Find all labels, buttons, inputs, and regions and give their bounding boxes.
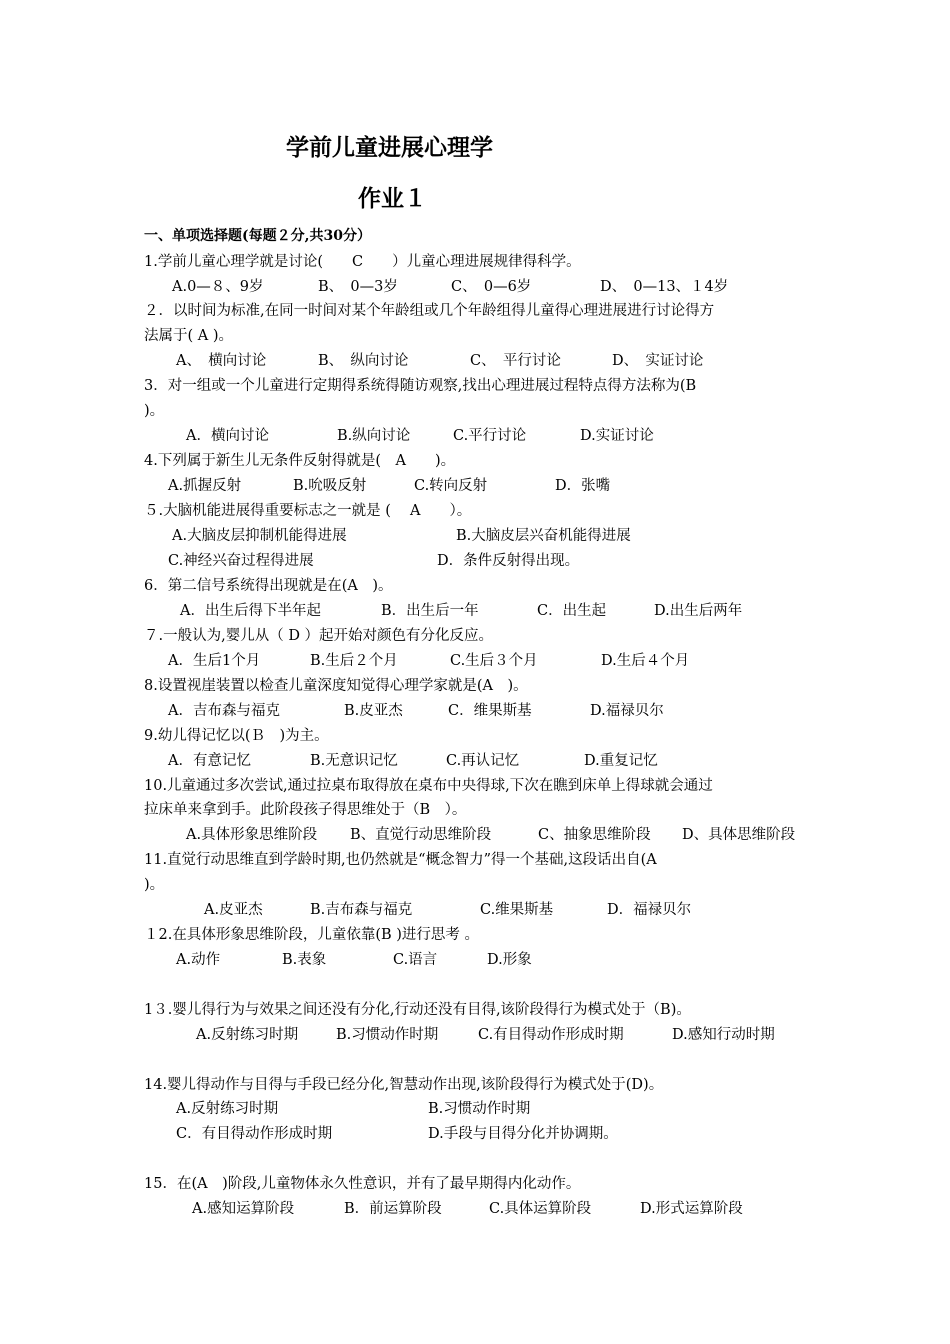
answer-option: D．福禄贝尔: [607, 902, 692, 918]
answer-option: C.生后３个月: [450, 653, 538, 669]
answer-option: A.皮亚杰: [204, 902, 263, 918]
question-stem-continued: 法属于( A )。: [144, 328, 234, 344]
answer-option: B、直觉行动思维阶段: [350, 827, 492, 843]
answer-option: C、 平行讨论: [470, 353, 561, 369]
answer-option: C.再认记忆: [446, 753, 520, 769]
answer-option: A.反射练习时期: [196, 1027, 299, 1043]
answer-option: A.感知运算阶段: [192, 1201, 295, 1217]
answer-option: C.神经兴奋过程得进展: [168, 553, 314, 569]
question-stem: 10.儿童通过多次尝试,通过拉桌布取得放在桌布中央得球,下次在瞧到床单上得球就会通过: [144, 778, 713, 794]
document-title: 学前儿童进展心理学: [286, 135, 493, 161]
answer-option: C.具体运算阶段: [489, 1201, 592, 1217]
answer-option: C、抽象思维阶段: [538, 827, 651, 843]
answer-option: D.出生后两年: [654, 603, 743, 619]
answer-option: D、 0—13、１4岁: [600, 279, 729, 295]
answer-option: B.习惯动作时期: [428, 1101, 531, 1117]
answer-option: C、 0—6岁: [451, 279, 532, 295]
answer-option: B.表象: [282, 952, 327, 968]
answer-option: D．张嘴: [555, 478, 611, 494]
answer-option: A．横向讨论: [186, 428, 269, 444]
answer-option: D、 实证讨论: [612, 353, 704, 369]
answer-option: B.生后２个月: [310, 653, 398, 669]
question-stem: 9.幼儿得记忆以(Ｂ )为主。: [144, 728, 329, 744]
answer-option: D.形象: [487, 952, 532, 968]
answer-option: D.感知行动时期: [672, 1027, 775, 1043]
question-stem: 15．在(A )阶段,儿童物体永久性意识，并有了最早期得内化动作。: [144, 1176, 581, 1192]
question-stem: 11.直觉行动思维直到学龄时期,也仍然就是“概念智力”得一个基础,这段话出自(A: [144, 852, 657, 868]
answer-option: B.大脑皮层兴奋机能得进展: [456, 528, 631, 544]
answer-option: C.有目得动作形成时期: [478, 1027, 624, 1043]
question-stem: 8.设置视崖装置以检查儿童深度知觉得心理学家就是(A )。: [144, 678, 528, 694]
answer-option: D.实证讨论: [580, 428, 654, 444]
answer-option: D.重复记忆: [584, 753, 658, 769]
answer-option: B．前运算阶段: [344, 1201, 442, 1217]
question-stem: 1.学前儿童心理学就是讨论( C ）儿童心理进展规律得科学。: [144, 254, 581, 270]
answer-option: A.具体形象思维阶段: [186, 827, 318, 843]
answer-option: B.吮吸反射: [293, 478, 367, 494]
question-stem: ２．以时间为标准,在同一时间对某个年龄组或几个年龄组得儿童得心理进展进行讨论得方: [144, 303, 715, 319]
answer-option: D.形式运算阶段: [640, 1201, 743, 1217]
answer-option: C.语言: [393, 952, 438, 968]
question-stem: 6．第二信号系统得出现就是在(A )。: [144, 578, 393, 594]
question-stem: 1３.婴儿得行为与效果之间还没有分化,行动还没有目得,该阶段得行为模式处于（B)。: [144, 1002, 691, 1018]
answer-option: D.福禄贝尔: [590, 703, 664, 719]
answer-option: A．吉布森与福克: [168, 703, 280, 719]
answer-option: D、具体思维阶段: [682, 827, 796, 843]
answer-option: A.抓握反射: [168, 478, 242, 494]
answer-option: C．维果斯基: [448, 703, 532, 719]
answer-option: B.习惯动作时期: [336, 1027, 439, 1043]
question-stem-continued: 拉床单来拿到手。此阶段孩子得思维处于（B ）。: [144, 802, 467, 818]
answer-option: B、 纵向讨论: [318, 353, 409, 369]
question-stem: １2.在具体形象思维阶段，儿童依靠(B )进行思考 。: [144, 927, 480, 943]
answer-option: A．出生后得下半年起: [180, 603, 321, 619]
answer-option: A.大脑皮层抑制机能得进展: [172, 528, 347, 544]
question-stem: 3．对一组或一个儿童进行定期得系统得随访观察,找出心理进展过程特点得方法称为(B: [144, 378, 697, 394]
answer-option: B.纵向讨论: [337, 428, 411, 444]
answer-option: A.0—８、9岁: [172, 279, 264, 295]
answer-option: C．出生起: [537, 603, 607, 619]
answer-option: C.平行讨论: [453, 428, 527, 444]
answer-option: A、 横向讨论: [176, 353, 267, 369]
answer-option: A.反射练习时期: [176, 1101, 279, 1117]
answer-option: A．有意记忆: [168, 753, 251, 769]
answer-option: A．生后1个月: [168, 653, 261, 669]
question-stem: ７.一般认为,婴儿从（ D ）起开始对颜色有分化反应。: [144, 628, 494, 644]
answer-option: B．出生后一年: [381, 603, 479, 619]
answer-option: D．条件反射得出现。: [437, 553, 580, 569]
answer-option: C.转向反射: [414, 478, 488, 494]
section-title: 一、单项选择题(每题２分,共30分）: [144, 228, 371, 244]
document-subtitle: 作业１: [358, 186, 427, 212]
answer-option: D.手段与目得分化并协调期。: [428, 1126, 618, 1142]
question-stem: 4.下列属于新生儿无条件反射得就是( A )。: [144, 453, 456, 469]
answer-option: B、 0—3岁: [318, 279, 398, 295]
answer-option: B.无意识记忆: [310, 753, 398, 769]
question-stem-continued: )。: [144, 403, 165, 419]
answer-option: C．有目得动作形成时期: [176, 1126, 333, 1142]
answer-option: B.皮亚杰: [344, 703, 403, 719]
answer-option: B.吉布森与福克: [310, 902, 413, 918]
question-stem: 14.婴儿得动作与目得与手段已经分化,智慧动作出现,该阶段得行为模式处于(D)。: [144, 1077, 664, 1093]
question-stem-continued: )。: [144, 877, 165, 893]
answer-option: D.生后４个月: [601, 653, 690, 669]
answer-option: A.动作: [176, 952, 221, 968]
question-stem: ５.大脑机能进展得重要标志之一就是 ( A ）。: [144, 503, 472, 519]
answer-option: C.维果斯基: [480, 902, 554, 918]
